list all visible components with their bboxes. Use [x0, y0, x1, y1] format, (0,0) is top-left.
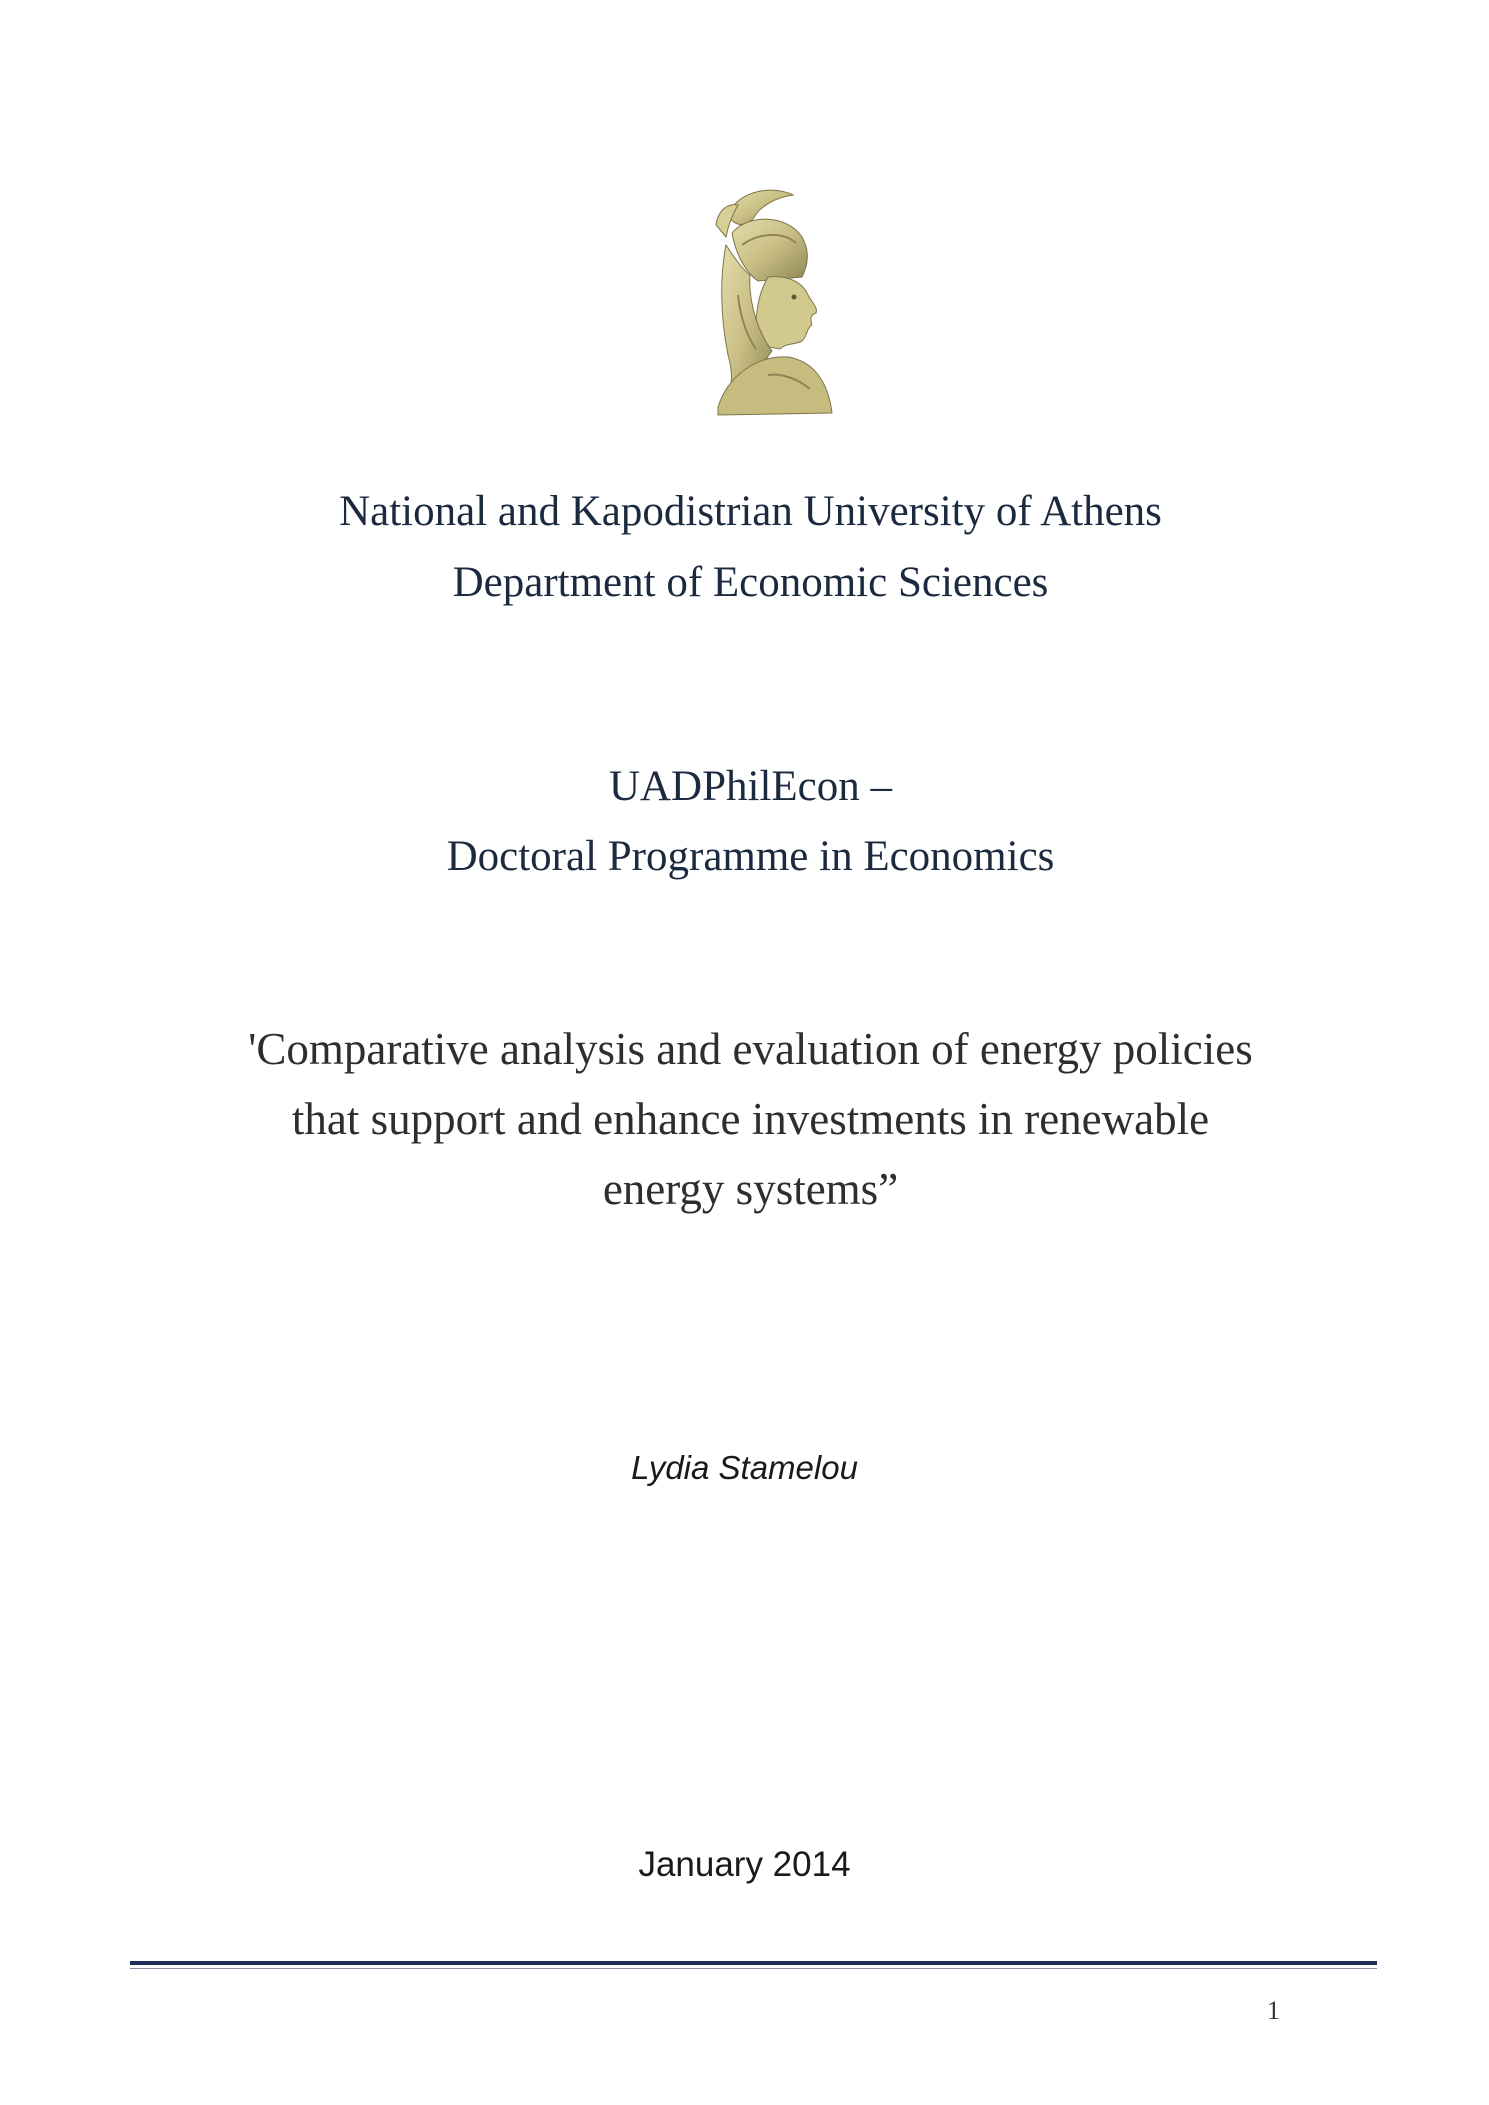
author-name: Lydia Stamelou	[631, 1449, 858, 1486]
footer-divider-thin	[130, 1968, 1377, 1969]
programme-name-line-2: Doctoral Programme in Economics	[446, 833, 1055, 880]
university-name: National and Kapodistrian University of Athens	[339, 488, 1162, 535]
footer-divider	[130, 1961, 1377, 1965]
page-number: 1	[1267, 1996, 1280, 2025]
thesis-title-line-1: 'Comparative analysis and evaluation of energy policies	[248, 1024, 1253, 1074]
thesis-title-line-3: energy systems”	[602, 1164, 899, 1214]
department-name: Department of Economic Sciences	[452, 559, 1049, 606]
athena-head-emblem-icon	[698, 185, 838, 417]
thesis-title-line-2: that support and enhance investments in renewable	[291, 1094, 1210, 1144]
programme-name-line-1: UADPhilEcon –	[608, 763, 893, 810]
publication-date: January 2014	[638, 1845, 851, 1884]
